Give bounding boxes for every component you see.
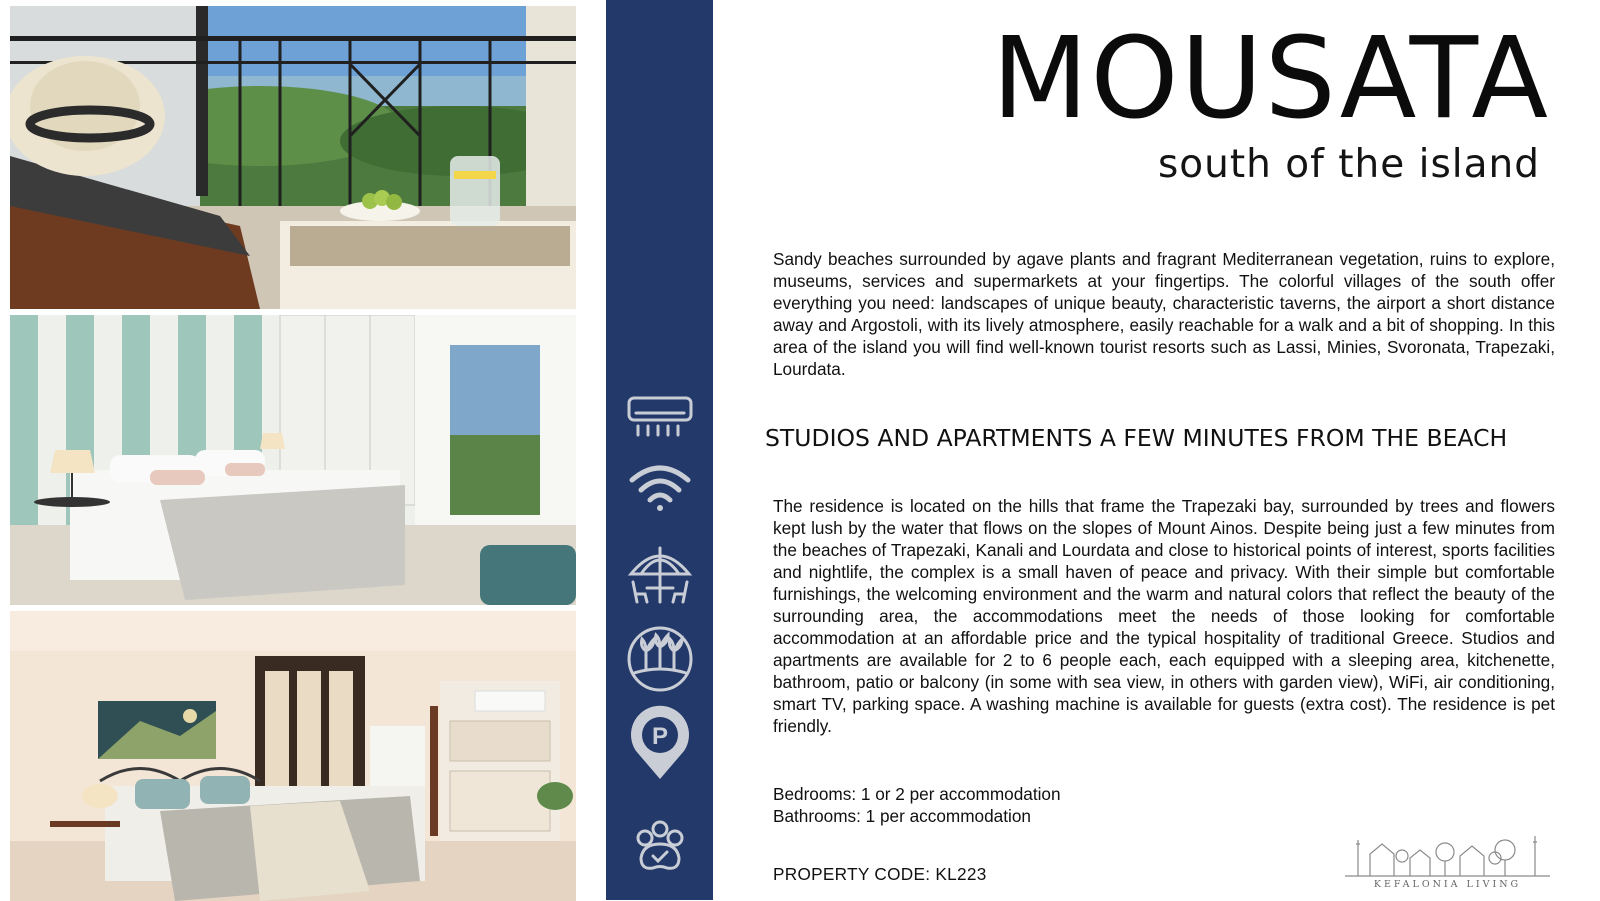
- intro-paragraph: Sandy beaches surrounded by agave plants and fragrant Mediterranean vegetation, ruins to explore, museums, services and supermarkets at your fingertips. The colorful villages of the south offer everything you need: landscapes of unique beauty, characteristic taverns, the airport a short distance away and Argostoli, with its lively atmosphere, easily reachable for a walk and a bit of shopping. In this area of the island you will find well-known tourist resorts such as Lassi, Minies, Svoronata, Trapezaki, Lourdata.: [773, 249, 1555, 379]
- air-conditioner-icon: [618, 395, 701, 443]
- wifi-icon: [618, 462, 701, 514]
- balcony-photo: [10, 6, 576, 309]
- patio-umbrella-icon: [618, 542, 701, 608]
- parking-icon: [618, 705, 701, 781]
- parking-icon-label: P: [651, 723, 668, 750]
- kefalonia-living-logo: [1340, 832, 1555, 894]
- description-paragraph: The residence is located on the hills that frame the Trapezaki bay, surrounded by trees and flowers kept lush by the water that flows on the slopes of Mount Ainos. Despite being just a few minutes from the beaches of Trapezaki, Kanali and Lourdata and close to historical points of interest, sports facilities and nightlife, the complex is a small haven of peace and privacy. With their simple but comfortable furnishings, the welcoming environment and the warm and natural colors that reflect the beauty of the surrounding area, the accommodations meet the needs of those looking for comfortable accommodation at an affordable price and the typical hospitality of traditional Greece. Studios and apartments are available for 2 to 6 people each, each equipped with a sleeping area, kitchenette, bathroom, patio or balcony (in some with sea view, in others with garden view), WiFi, air conditioning, smart TV, parking space. A washing machine is available for guests (extra cost). The residence is pet friendly.: [773, 496, 1555, 736]
- accommodation-facts: [773, 783, 1061, 827]
- logo-text: KEFALONIA LIVING: [1373, 879, 1522, 890]
- bedrooms-fact: Bedrooms: 1 or 2 per accommodation: [773, 784, 1061, 804]
- property-code: PROPERTY CODE: KL223: [773, 864, 987, 884]
- bathrooms-fact: Bathrooms: 1 per accommodation: [773, 806, 1031, 826]
- page-subtitle: south of the island: [1157, 142, 1540, 187]
- bedroom-photo: [10, 315, 576, 605]
- page-title: MOUSATA: [991, 14, 1550, 144]
- studio-photo: [10, 611, 576, 901]
- garden-icon: [618, 625, 701, 693]
- pet-friendly-icon: [618, 818, 701, 876]
- section-heading: STUDIOS AND APARTMENTS A FEW MINUTES FROM THE BEACH: [765, 424, 1508, 452]
- amenities-sidebar: [606, 0, 713, 900]
